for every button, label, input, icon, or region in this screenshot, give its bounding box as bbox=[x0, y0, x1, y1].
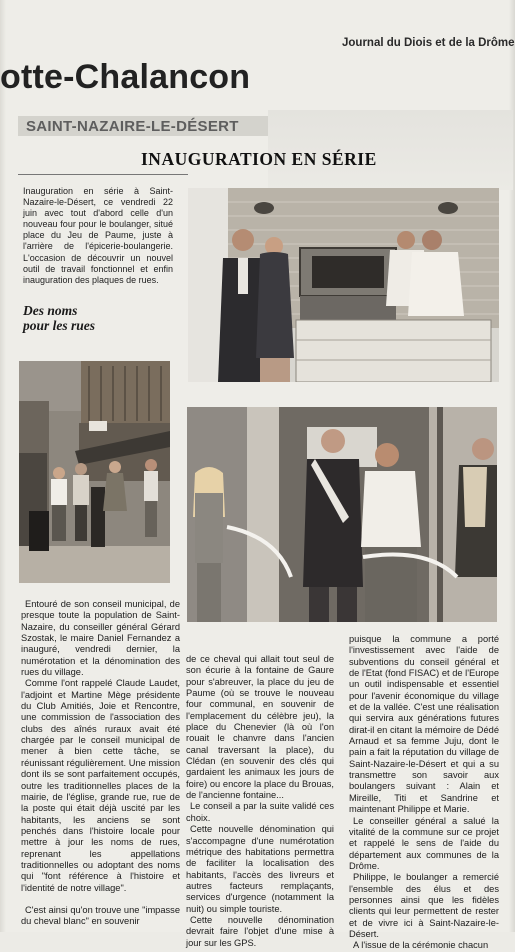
paragraph: C'est ainsi qu'on trouve une "impasse du cheval blanc" en souvenir bbox=[21, 904, 180, 927]
paragraph: de ce cheval qui allait tout seul de son écurie à la fontaine de Gaure pour s'abreuver, la place du jeu de Paume (où se trouve le nouveau four communal, en souvenir de l'emplacement du célèbre jeu), la place du Chenevier (là où l'on rouait le chanvre dans l'ancien canal traversant la place), du Clédan (en souvenir des clés qui gardaient les animaux les jours de foire) ou encore la place du Brouas, de l'ancienne fontaine... bbox=[186, 654, 334, 801]
journal-name: Journal du Diois et de la Drôme bbox=[342, 37, 515, 49]
photo-ribbon-cutting bbox=[187, 407, 497, 622]
paragraph: Entouré de son conseil municipal, de presque toute la population de Saint-Nazaire, du conseiller général Gérard Szostak, le maire Daniel Fernandez a inauguré, vendredi dernier, la numérotation et la dénomination des rues du village. bbox=[21, 599, 180, 678]
photo-bakery-oven bbox=[188, 188, 499, 382]
article-column-3 bbox=[349, 634, 499, 952]
town-banner: otte-Chalancon bbox=[0, 58, 251, 96]
divider bbox=[18, 174, 188, 175]
paragraph: Philippe, le boulanger a remercié l'ensemble des élus et des personnes ainsi que les fidèles clients qui leur permettent de rester et de vivre ici à Saint-Nazaire-le-Désert. bbox=[349, 872, 499, 939]
section-title: SAINT-NAZAIRE-LE-DÉSERT bbox=[26, 118, 239, 135]
bakery-oven-image bbox=[188, 188, 499, 382]
ribbon-cutting-image bbox=[187, 407, 497, 622]
intro-paragraph: Inauguration en série à Saint-Nazaire-le-Désert, ce vendredi 22 juin avec tout d'abord celle d'un nouveau four pour le boulanger, situé place du Jeu de Paume, juste à l'arrière de l'épicerie-boulangerie. L'occasion de découvrir un nouvel outil de travail fonctionnel et enfin inauguration des plaques de rues. bbox=[23, 186, 173, 285]
article-column-1 bbox=[21, 599, 180, 928]
paragraph: puisque la commune a porté l'investissement avec l'aide de subventions du conseil général et de l'Etat (fond FISAC) et de l'Europe un outil indispensable et essentiel pour l'avenir économique du village et de la vallée. C'est une réalisation qui servira aux générations futures dirat-il en citant la mémoire de Dédé Arnaud et sa femme Juju, dont le pain a fait la réputation du village de Saint-Nazaire-le-Désert et qui a su transmettre son savoir aux boulangers suivant : Alain et Mireille, Titi et Sandrine et maintenant Philippe et Marie. bbox=[349, 634, 499, 815]
article-column-2 bbox=[186, 654, 334, 949]
article-headline: INAUGURATION EN SÉRIE bbox=[141, 149, 377, 169]
subheading-line-2: pour les rues bbox=[23, 318, 96, 333]
photo-street-plaque bbox=[19, 361, 170, 583]
street-plaque-image bbox=[19, 361, 170, 583]
paragraph: Le conseiller général a salué la vitalité de la commune sur ce projet et rappelé le sens de l'aide du département aux communes de la Drôme. bbox=[349, 815, 499, 871]
subheading bbox=[23, 303, 183, 333]
paragraph: Comme l'ont rappelé Claude Laudet, l'adjoint et Martine Mège présidente du Club Amitiés, Joie et Rencontre, une commission de l'association des clubs des aînés ruraux avait été chargée par le conseil municipal de mener à bien cette tâche, se réunissant régulièrement. Une mission dont ils se sont parfaitement occupés, outre les traditionnelles places de la mairie, de l'église, grande rue, rue de la poste qui était déjà uscité par les habitants, les anciens se sont penchés dans l'histoire locale pour mettre à jour les noms de rues, reprenant les appellations traditionnelles ou adoptant des noms qui "font référence à l'histoire et l'identité de notre village". bbox=[21, 678, 180, 893]
paragraph: Cette nouvelle dénomination qui s'accompagne d'une numérotation métrique des habitations permettra de faciliter la localisation des habitants, l'accès des livreurs et autres facteurs remplaçants, services d'urgence (notamment la nuit) ou simple touriste. bbox=[186, 824, 334, 914]
subheading-line-1: Des noms bbox=[23, 303, 78, 318]
paragraph: Cette nouvelle dénomination devrait faire l'objet d'une mise à jour sur les GPS. bbox=[186, 914, 334, 948]
paragraph: Le conseil a par la suite validé ces choix. bbox=[186, 801, 334, 823]
paragraph: A l'issue de la cérémonie chacun bbox=[353, 940, 489, 951]
